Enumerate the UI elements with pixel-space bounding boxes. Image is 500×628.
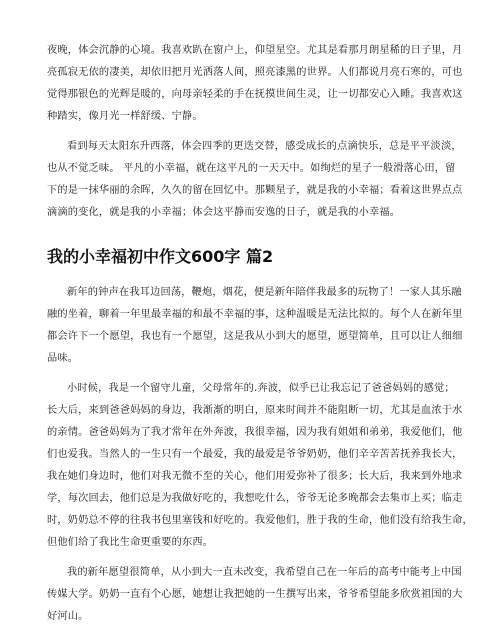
paragraph-1 bbox=[47, 40, 463, 128]
document-page bbox=[47, 40, 473, 628]
paragraph-4 bbox=[47, 378, 473, 554]
text-line: 长大后，来到爸爸妈妈的身边，我渐渐的明白，原来时间并不能阻断一切，尤其是血浓于水 bbox=[47, 405, 463, 416]
text-line: 融的坐着，聊着一年里最幸福的和最不幸福的事，这种温暖是无法比拟的。每个人在新年里 bbox=[47, 309, 463, 320]
text-line: 我在她们身边时，他们对我无微不至的关心，他们用爱弥补了很多；长大后，我来到外地求 bbox=[47, 471, 463, 482]
paragraph-2 bbox=[47, 136, 463, 224]
text-line: 新年的钟声在我耳边回荡，鞭炮，烟花，便是新年陪伴我最多的玩物了！一家人其乐融 bbox=[67, 287, 462, 298]
text-line: 亮孤寂无依的凄美，却依旧把月光洒落人间，照亮漆黑的世界。人们都说月亮石寒的，可也 bbox=[47, 67, 463, 78]
text-line: 也从不觉乏味。 平凡的小幸福，就在这平凡的一天天中。如绚烂的星子一般滑落心田，留 bbox=[47, 163, 456, 174]
text-line: 但他们给了我比生命更重要的东西。 bbox=[47, 537, 214, 548]
text-line: 学，每次回去，他们总是为我做好吃的，我想吃什么，爷爷无论多晚都会去集市上买；临走 bbox=[47, 493, 463, 504]
text-line: 品味。 bbox=[47, 353, 79, 364]
section-heading: 我的小幸福初中作文600字 篇2 bbox=[47, 247, 274, 266]
text-line: 小时候，我是一个留守儿童，父母常年的.奔波，似乎已让我忘记了爸爸妈妈的感觉； bbox=[67, 383, 455, 394]
text-line: 夜晚，体会沉静的心境。我喜欢趴在窗户上，仰望星空。尤其是看那月朗星稀的日子里，月 bbox=[47, 45, 463, 56]
text-line: 好河山。 bbox=[47, 611, 89, 622]
text-line: 下的是一抹华丽的余晖，久久的留在回忆中。那颗星子，就是我的小幸福；看着这世界点点 bbox=[47, 185, 463, 196]
text-line: 滴滴的变化，就是我的小幸福；体会这平静而安逸的日子，就是我的小幸福。 bbox=[47, 207, 401, 218]
text-line: 时，奶奶总不停的往我书包里塞钱和好吃的。我爱他们，胜于我的生命，他们没有给我生命， bbox=[47, 515, 473, 526]
text-line: 都会许下一个愿望，我也有一个愿望，这是我从小到大的愿望，愿望简单，且可以让人细细 bbox=[47, 331, 463, 342]
paragraph-3 bbox=[47, 282, 463, 370]
text-line: 觉得那银色的光辉是暖的，向母亲轻柔的手在抚摸世间生灵，让一切都安心入睡。我喜欢这 bbox=[47, 89, 463, 100]
paragraph-5 bbox=[47, 562, 463, 628]
text-line: 种踏实，像月光一样舒缓、宁静。 bbox=[47, 111, 203, 122]
text-line: 传媒大学。奶奶一直有个心愿，她想让我把她的一生撰写出来，爷爷希望能多欣赏祖国的大 bbox=[47, 589, 463, 600]
text-line: 看到每天太阳东升西落，体会四季的更迭交替，感受成长的点滴快乐，总是平平淡淡， bbox=[67, 141, 462, 152]
text-line: 们也爱我。当然人的一生只有一个最爱，我的最爱是爷爷奶奶，他们辛辛苦苦抚养我长大， bbox=[47, 449, 463, 460]
text-line: 的亲情。爸爸妈妈为了我才常年在外奔波，我很幸福，因为我有姐姐和弟弟，我爱他们，他 bbox=[47, 427, 463, 438]
text-line: 我的新年愿望很简单，从小到大一直未改变，我希望自己在一年后的高考中能考上中国 bbox=[67, 567, 462, 578]
